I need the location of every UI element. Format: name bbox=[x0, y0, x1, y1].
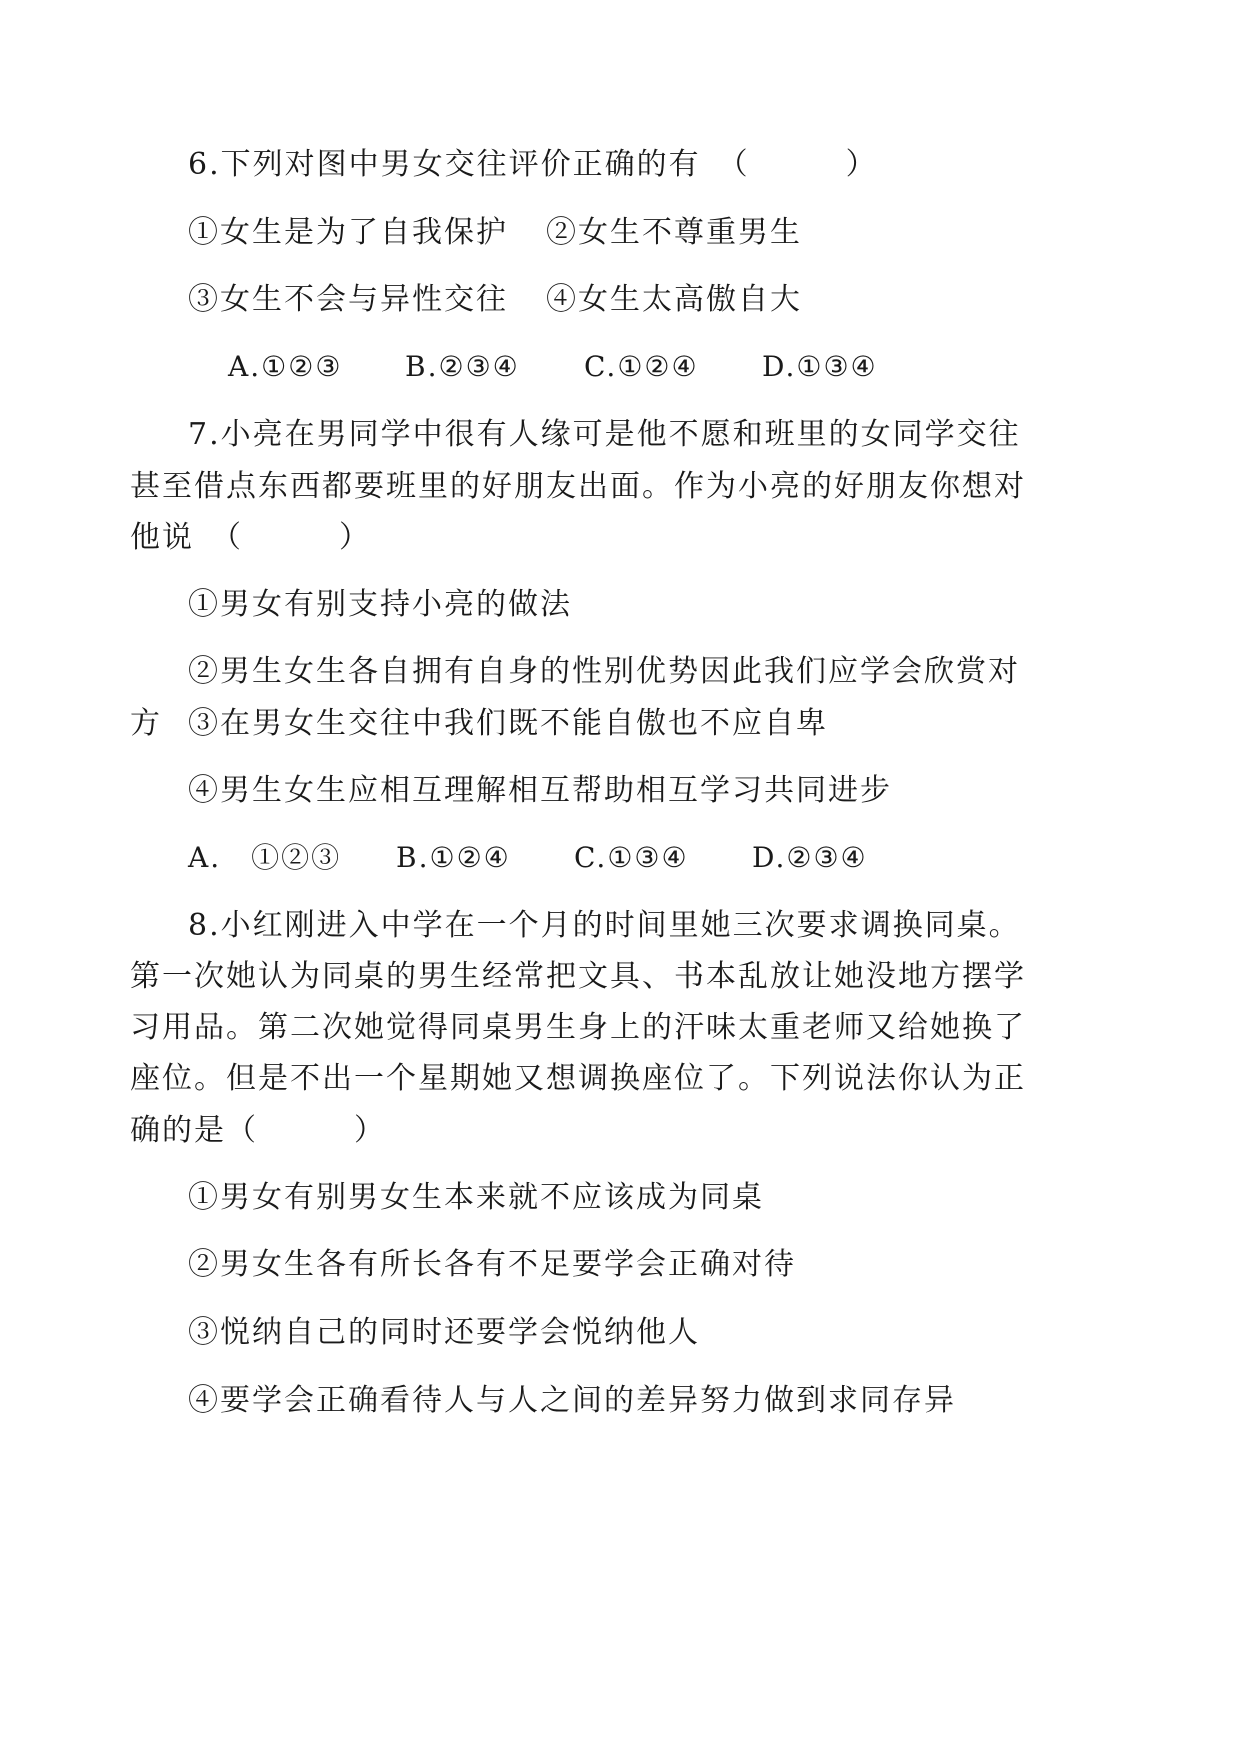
q6-options bbox=[0, 342, 1241, 392]
q6-statements-row-2 bbox=[0, 275, 1241, 325]
q8-stem-2: 第一次她认为同桌的男生经常把文具、书本乱放让她没地方摆学 bbox=[130, 959, 1026, 994]
q7-stem-1: 7.小亮在男同学中很有人缘可是他不愿和班里的女同学交往 bbox=[188, 417, 1021, 452]
q6-option-d[interactable]: D.①③④ bbox=[762, 350, 878, 383]
q6-statement-4: ④女生太高傲自大 bbox=[546, 282, 802, 317]
q7-option-b[interactable]: B.①②④ bbox=[396, 841, 511, 874]
q7-statement-1-line bbox=[0, 580, 1241, 630]
q7-option-d[interactable]: D.②③④ bbox=[752, 841, 868, 874]
q8-statement-2: ②男女生各有所长各有不足要学会正确对待 bbox=[188, 1247, 796, 1282]
q6-statements-row-1 bbox=[0, 208, 1241, 258]
q8-statement-4-line bbox=[0, 1376, 1241, 1426]
q7-options bbox=[0, 833, 1241, 883]
q7-statement-4: ④男生女生应相互理解相互帮助相互学习共同进步 bbox=[188, 773, 892, 808]
q8-stem-line-1 bbox=[0, 901, 1241, 951]
q7-stem-line-1 bbox=[0, 410, 1241, 460]
q7-stem-3: 他说 （ ） bbox=[130, 520, 371, 555]
q6-statement-3: ③女生不会与异性交往 bbox=[188, 282, 508, 317]
q6-statement-2: ②女生不尊重男生 bbox=[546, 215, 802, 250]
q8-statement-1-line bbox=[0, 1173, 1241, 1223]
q7-statement-1: ①男女有别支持小亮的做法 bbox=[188, 587, 572, 622]
q6-stem: 6.下列对图中男女交往评价正确的有 （ ） bbox=[188, 147, 878, 182]
q6-statement-1: ①女生是为了自我保护 bbox=[188, 215, 508, 250]
q8-stem-line-2 bbox=[0, 952, 1241, 1002]
q8-stem-line-4 bbox=[0, 1054, 1241, 1104]
q7-statement-4-line bbox=[0, 766, 1241, 816]
q7-statement-2-line bbox=[0, 647, 1241, 697]
q7-stem-line-2 bbox=[0, 462, 1241, 512]
q7-statement-2-tail: 方 bbox=[130, 706, 162, 741]
q6-stem-line bbox=[0, 140, 1241, 190]
q6-option-b[interactable]: B.②③④ bbox=[405, 350, 520, 383]
q7-stem-2: 甚至借点东西都要班里的好朋友出面。作为小亮的好朋友你想对 bbox=[130, 469, 1026, 504]
q7-statement-2: ②男生女生各自拥有自身的性别优势因此我们应学会欣赏对 bbox=[188, 654, 1020, 689]
q8-stem-line-5 bbox=[0, 1106, 1241, 1156]
q8-stem-5: 确的是（ ） bbox=[130, 1113, 386, 1148]
q8-stem-3: 习用品。第二次她觉得同桌男生身上的汗味太重老师又给她换了 bbox=[130, 1010, 1026, 1045]
q7-option-c[interactable]: C.①③④ bbox=[574, 841, 689, 874]
q7-option-a[interactable]: A. ①②③ bbox=[188, 841, 342, 874]
q7-statement-3: ③在男女生交往中我们既不能自傲也不应自卑 bbox=[188, 706, 828, 741]
q8-statement-3-line bbox=[0, 1308, 1241, 1358]
q8-stem-line-3 bbox=[0, 1003, 1241, 1053]
q6-option-c[interactable]: C.①②④ bbox=[584, 350, 699, 383]
q7-stem-line-3 bbox=[0, 513, 1241, 563]
q8-statement-3: ③悦纳自己的同时还要学会悦纳他人 bbox=[188, 1315, 700, 1350]
q8-stem-1: 8.小红刚进入中学在一个月的时间里她三次要求调换同桌。 bbox=[188, 908, 1021, 943]
q8-statement-2-line bbox=[0, 1240, 1241, 1290]
q6-option-a[interactable]: A.①②③ bbox=[228, 350, 343, 383]
q8-statement-4: ④要学会正确看待人与人之间的差异努力做到求同存异 bbox=[188, 1383, 956, 1418]
q8-stem-4: 座位。但是不出一个星期她又想调换座位了。下列说法你认为正 bbox=[130, 1061, 1026, 1096]
q7-statement-3-line bbox=[0, 699, 1241, 749]
q8-statement-1: ①男女有别男女生本来就不应该成为同桌 bbox=[188, 1180, 764, 1215]
